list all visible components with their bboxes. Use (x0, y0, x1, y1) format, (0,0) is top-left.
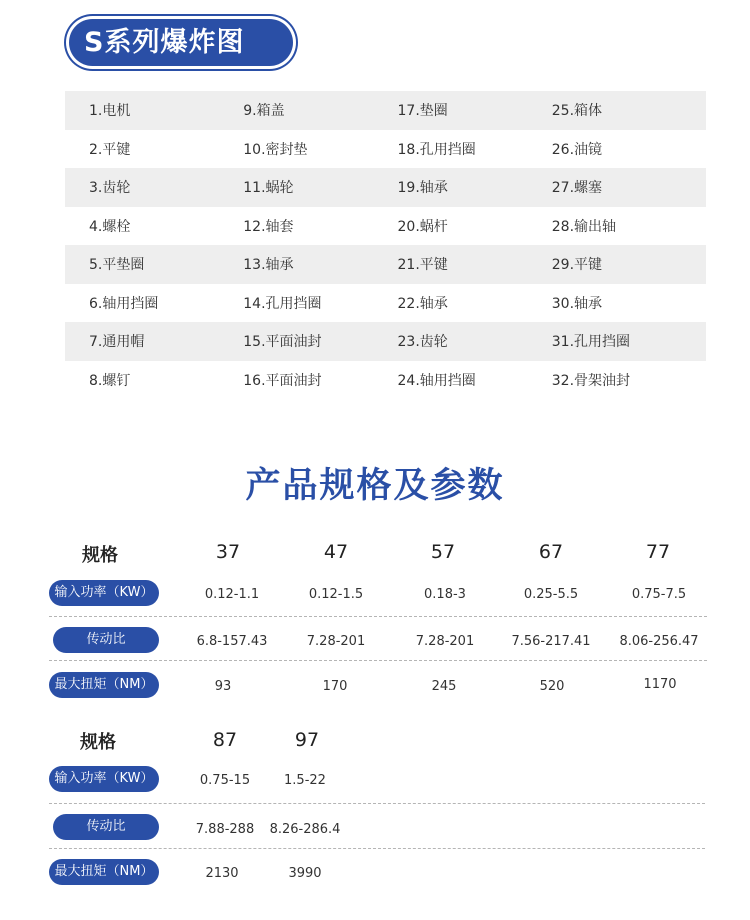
part-item: 18.孔用挡圈 (397, 141, 476, 158)
row-label-power: 输入功率（KW） (49, 580, 159, 606)
row-label-power: 输入功率（KW） (49, 766, 159, 792)
part-item: 22.轴承 (397, 295, 448, 312)
torque-value: 170 (322, 679, 348, 694)
row-divider (49, 848, 705, 849)
parts-row (65, 130, 706, 169)
part-item: 21.平键 (397, 257, 448, 274)
torque-value: 520 (539, 679, 565, 694)
part-item: 13.轴承 (243, 257, 294, 274)
ratio-value: 8.06-256.47 (619, 634, 699, 649)
parts-row (65, 361, 706, 400)
part-item: 14.孔用挡圈 (243, 295, 322, 312)
ratio-value: 7.88-288 (195, 822, 255, 837)
parts-row (65, 168, 706, 207)
parts-list (65, 91, 706, 399)
row-label-torque: 最大扭矩（NM） (49, 672, 159, 698)
spec-title: 产品规格及参数 (245, 466, 505, 506)
part-item: 9.箱盖 (243, 103, 285, 120)
section-title: S系列爆炸图 (84, 27, 245, 58)
model-header: 57 (430, 541, 456, 563)
ratio-value: 7.56-217.41 (511, 634, 591, 649)
power-value: 0.75-7.5 (631, 587, 687, 602)
part-item: 3.齿轮 (89, 180, 131, 197)
model-header: 97 (294, 729, 320, 751)
part-item: 32.骨架油封 (551, 372, 631, 389)
spec-label: 规格 (82, 545, 118, 566)
parts-row (65, 245, 706, 284)
spec-label: 规格 (80, 732, 116, 753)
part-item: 15.平面油封 (243, 334, 322, 351)
row-divider (49, 803, 705, 804)
parts-row (65, 91, 706, 130)
torque-value: 3990 (288, 866, 322, 881)
part-item: 31.孔用挡圈 (551, 334, 631, 351)
ratio-value: 7.28-201 (306, 634, 366, 649)
part-item: 30.轴承 (551, 295, 603, 312)
power-value: 1.5-22 (284, 773, 326, 788)
part-item: 12.轴套 (243, 218, 294, 235)
part-item: 28.输出轴 (551, 218, 617, 235)
part-item: 17.垫圈 (397, 103, 448, 120)
model-header: 37 (215, 541, 241, 563)
part-item: 2.平键 (89, 141, 131, 158)
row-divider (49, 660, 707, 661)
part-item: 24.轴用挡圈 (397, 372, 476, 389)
part-item: 5.平垫圈 (89, 257, 145, 274)
torque-value: 93 (214, 679, 232, 694)
row-label-ratio: 传动比 (53, 627, 159, 653)
part-item: 25.箱体 (551, 103, 603, 120)
ratio-value: 7.28-201 (415, 634, 475, 649)
row-label-ratio: 传动比 (53, 814, 159, 840)
row-divider (49, 616, 707, 617)
part-item: 7.通用帽 (89, 334, 145, 351)
part-item: 4.螺栓 (89, 218, 131, 235)
part-item: 19.轴承 (397, 180, 448, 197)
part-item: 26.油镜 (551, 141, 603, 158)
model-header: 67 (538, 541, 564, 563)
row-label-torque: 最大扭矩（NM） (49, 859, 159, 885)
part-item: 20.蜗杆 (397, 218, 448, 235)
power-value: 0.25-5.5 (523, 587, 579, 602)
model-header: 77 (645, 541, 671, 563)
part-item: 16.平面油封 (243, 372, 322, 389)
power-value: 0.75-15 (199, 773, 251, 788)
parts-row (65, 322, 706, 361)
part-item: 10.密封垫 (243, 141, 308, 158)
parts-row (65, 207, 706, 246)
part-item: 23.齿轮 (397, 334, 448, 351)
ratio-value: 8.26-286.4 (269, 822, 341, 837)
power-value: 0.12-1.5 (308, 587, 364, 602)
power-value: 0.18-3 (424, 587, 466, 602)
model-header: 47 (323, 541, 349, 563)
power-value: 0.12-1.1 (204, 587, 260, 602)
ratio-value: 6.8-157.43 (196, 634, 268, 649)
torque-value: 1170 (643, 677, 677, 692)
part-item: 1.电机 (89, 103, 131, 120)
part-item: 6.轴用挡圈 (89, 295, 159, 312)
part-item: 27.螺塞 (551, 180, 603, 197)
part-item: 8.螺钉 (89, 372, 131, 389)
model-header: 87 (212, 729, 238, 751)
parts-row (65, 284, 706, 323)
torque-value: 245 (431, 679, 457, 694)
part-item: 29.平键 (551, 257, 603, 274)
torque-value: 2130 (205, 866, 239, 881)
part-item: 11.蜗轮 (243, 180, 294, 197)
